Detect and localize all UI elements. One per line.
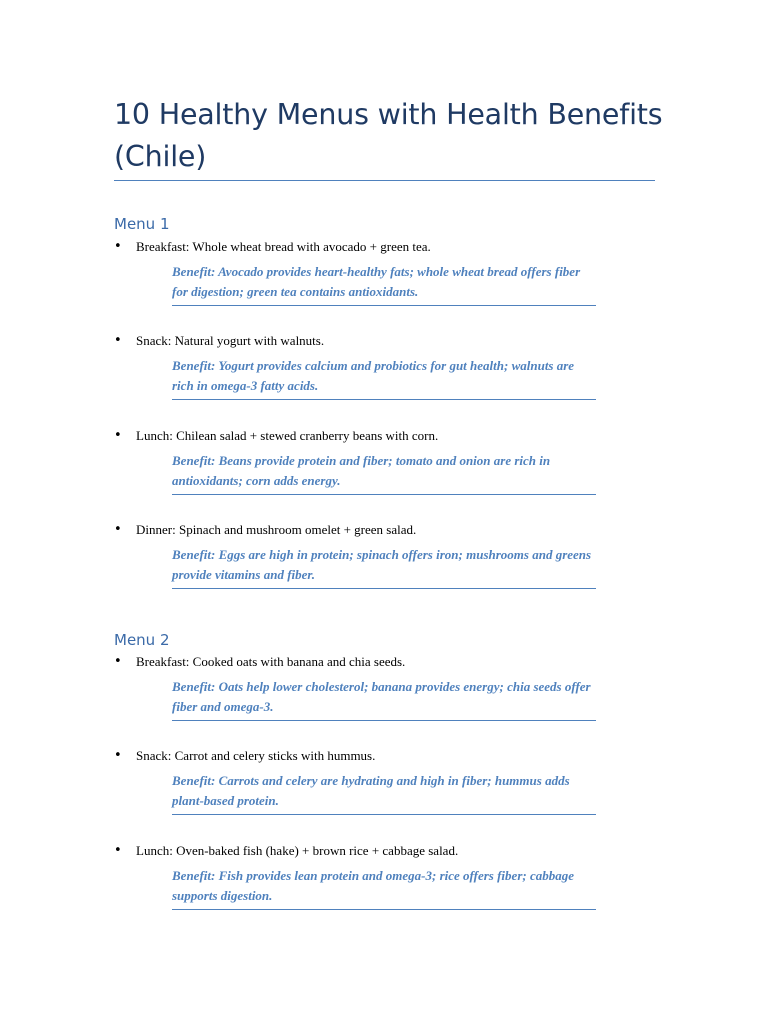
benefit-text: Benefit: Eggs are high in protein; spinach offers iron; mushrooms and greens provide vitamins and fiber. [172,545,596,589]
document-title: 10 Healthy Menus with Health Benefits (Chile) [114,98,663,173]
meal-text: Breakfast: Cooked oats with banana and chia seeds. [136,654,406,669]
benefit-text: Benefit: Beans provide protein and fiber; tomato and onion are rich in antioxidants; corn adds energy. [172,451,596,495]
meal-text: Dinner: Spinach and mushroom omelet + green salad. [136,522,417,537]
meal-text: Snack: Carrot and celery sticks with hummus. [136,748,376,763]
benefit-text: Benefit: Carrots and celery are hydrating and high in fiber; hummus adds plant-based protein. [172,771,596,815]
bullet-icon: • [114,654,122,669]
benefit-text: Benefit: Avocado provides heart-healthy fats; whole wheat bread offers fiber for digestion; green tea contains antioxidants. [172,262,596,306]
meal-text: Snack: Natural yogurt with walnuts. [136,333,325,348]
meal-text: Breakfast: Whole wheat bread with avocado + green tea. [136,239,431,254]
bullet-icon: • [114,748,122,763]
bullet-icon: • [114,522,122,537]
bullet-icon: • [114,843,122,858]
bullet-icon: • [114,333,122,348]
bullet-icon: • [114,239,122,254]
menu-heading: Menu 1 [114,215,170,233]
benefit-text: Benefit: Yogurt provides calcium and probiotics for gut health; walnuts are rich in omega-3 fatty acids. [172,356,596,400]
benefit-text: Benefit: Fish provides lean protein and omega-3; rice offers fiber; cabbage supports digestion. [172,866,596,910]
meal-text: Lunch: Chilean salad + stewed cranberry beans with corn. [136,428,439,443]
menu-heading: Menu 2 [114,631,170,649]
bullet-icon: • [114,428,122,443]
benefit-text: Benefit: Oats help lower cholesterol; banana provides energy; chia seeds offer fiber and omega-3. [172,677,596,721]
meal-text: Lunch: Oven-baked fish (hake) + brown rice + cabbage salad. [136,843,459,858]
title-underline [114,180,655,181]
